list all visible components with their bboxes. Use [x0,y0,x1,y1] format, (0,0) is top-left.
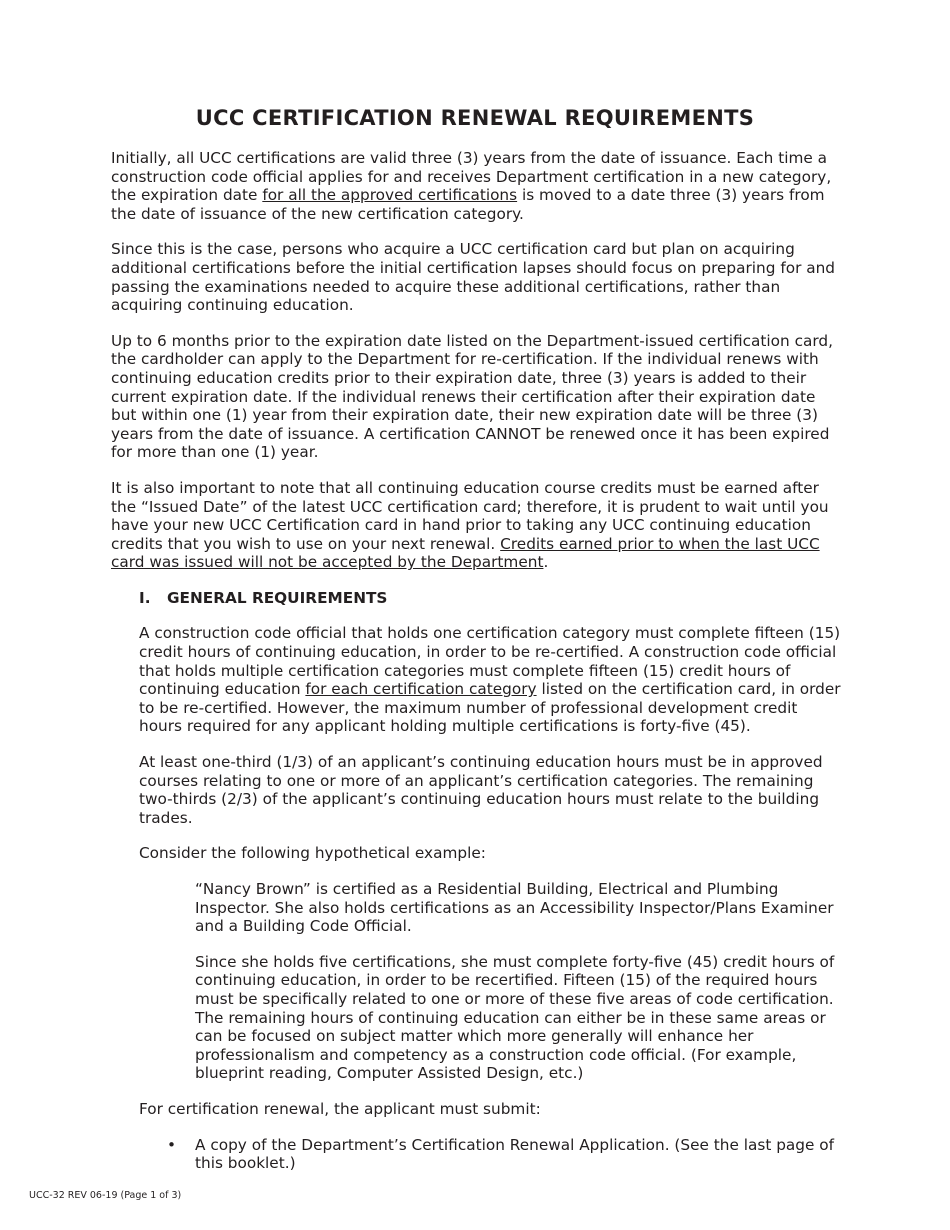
list-item-text: A copy of the Department’s Certification Renewal Application. (See the last page of this booklet.) [195,1135,835,1173]
section-number: I. [139,588,151,607]
section-paragraph-2: At least one-third (1/3) of an applicant’s continuing education hours must be in approved courses relating to one or more of an applicant’s certification categories. The remaining two-thirds (2/3) of the applicant’s continuing education hours must relate to the building trades. [139,753,823,827]
section-heading [139,589,843,608]
section-paragraph-3: Consider the following hypothetical example: [139,844,486,863]
intro-paragraph-3: Up to 6 months prior to the expiration date listed on the Department-issued certification card, the cardholder can apply to the Department for re-certification. If the individual renews with continuing education credits prior to their expiration date, three (3) years is added to their current expiration date. If the individual renews their certification after their expiration date but within one (1) year from their expiration date, their new expiration date will be three (3) years from the date of issuance. A certification CANNOT be renewed once it has been expired for more than one (1) year. [111,331,833,462]
underlined-text: Credits earned prior to when the last UCC card was issued will not be accepted by the Department [111,534,820,572]
submission-list [167,1136,843,1173]
underlined-text: for all the approved certifications [262,186,518,205]
section-general-requirements [139,589,843,1173]
section-heading-text: GENERAL REQUIREMENTS [167,588,388,607]
page-footer: UCC-32 REV 06-19 (Page 1 of 3) [29,1190,182,1201]
page-title: UCC CERTIFICATION RENEWAL REQUIREMENTS [195,106,755,130]
intro-paragraph-1: Initially, all UCC certifications are valid three (3) years from the date of issuance. Each time a construction code official applies for and receives Department certification in a new category, the expiration date for all the approved certifications is moved to a date three (3) years from the date of issuance of the new certification category. [111,149,832,223]
underlined-text: for each certification category [305,680,537,699]
document-body [111,149,843,1173]
list-item [167,1136,843,1173]
intro-paragraph-2: Since this is the case, persons who acquire a UCC certification card but plan on acquiring additional certifications before the initial certification lapses should focus on preparing for and passing the examinations needed to acquire these additional certifications, rather than acquiring continuing education. [111,240,835,315]
example-block [195,880,843,1083]
section-paragraph-4: For certification renewal, the applicant must submit: [139,1099,541,1118]
section-paragraph-1: A construction code official that holds one certification category must complete fifteen (15) credit hours of continuing education, in order to be re-certified. A construction code official that holds multiple certification categories must complete fifteen (15) credit hours of continuing education for each certification category listed on the certification card, in order to be re-certified. However, the maximum number of professional development credit hours required for any applicant holding multiple certifications is forty-five (45). [139,624,841,736]
example-paragraph-1: “Nancy Brown” is certified as a Residential Building, Electrical and Plumbing Inspector. She also holds certifications as an Accessibility Inspector/Plans Examiner and a Building Code Official. [195,880,834,936]
intro-paragraph-4: It is also important to note that all continuing education course credits must be earned after the “Issued Date” of the latest UCC certification card; therefore, it is prudent to wait until you have your new UCC Certification card in hand prior to taking any UCC continuing education credits that you wish to use on your next renewal. Credits earned prior to when the last UCC card was issued will not be accepted by the Department. [111,478,829,572]
bullet-icon: • [167,1135,177,1154]
example-paragraph-2: Since she holds five certifications, she must complete forty-five (45) credit hours of continuing education, in order to be recertified. Fifteen (15) of the required hours must be specifically related to one or more of these five areas of code certification. The remaining hours of continuing education can either be in these same areas or can be focused on subject matter which more generally will enhance her professionalism and competency as a construction code official. (For example, blueprint reading, Computer Assisted Design, etc.) [195,952,835,1083]
